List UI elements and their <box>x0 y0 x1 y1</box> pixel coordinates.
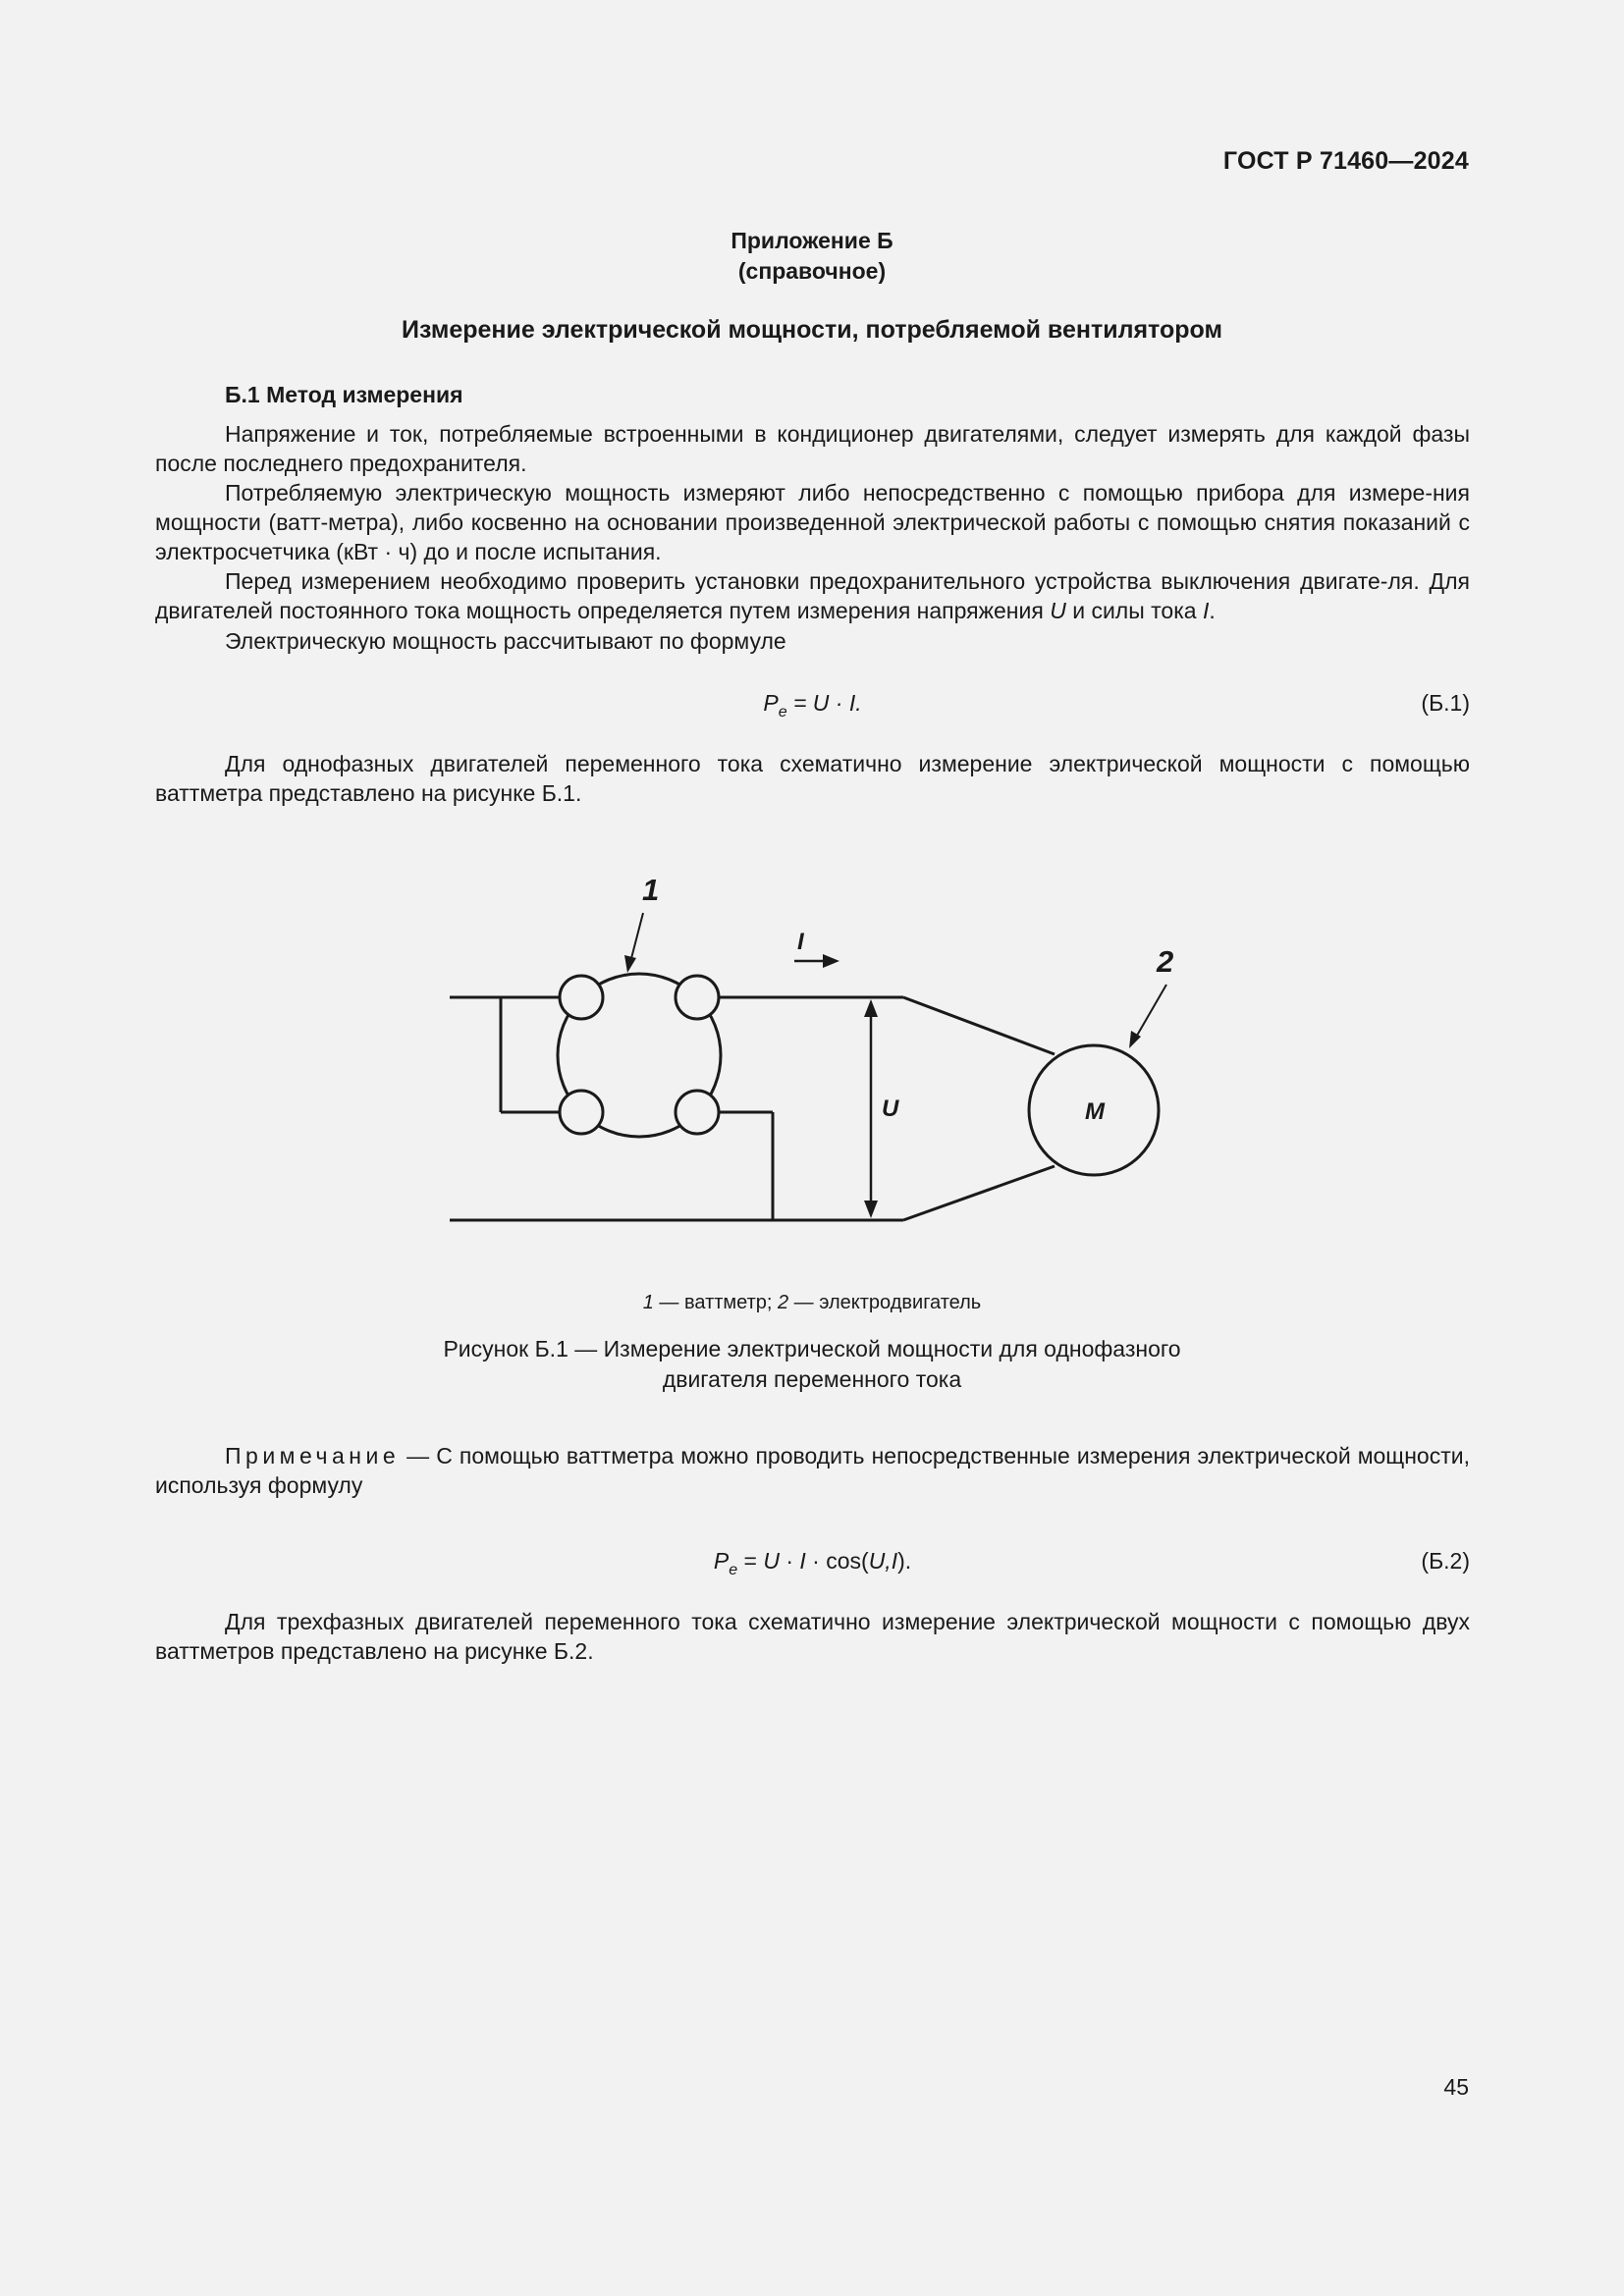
paragraph-1: Напряжение и ток, потребляемые встроенными в кондиционер двигателями, следует измерять для каждой фазы после последнего предохранителя. <box>155 421 1470 476</box>
formula-b2-dot: · <box>779 1548 800 1574</box>
formula-b2-number: (Б.2) <box>1421 1548 1470 1574</box>
formula-b2-sub: e <box>729 1562 738 1578</box>
formula-b1-sub: e <box>778 704 787 721</box>
paragraph-4: Электрическую мощность рассчитывают по формуле <box>225 628 786 654</box>
formula-b1-number: (Б.1) <box>1421 690 1470 716</box>
figure-caption-line-1: Рисунок Б.1 — Измерение электрической мощности для однофазного <box>443 1336 1181 1362</box>
page-number: 45 <box>1443 2074 1469 2100</box>
paragraph-3-text-b: и силы тока <box>1065 598 1203 623</box>
formula-b2-u: U <box>763 1548 780 1574</box>
section-heading: Б.1 Метод измерения <box>225 382 463 407</box>
appendix-main-title: Измерение электрической мощности, потребляемой вентилятором <box>402 316 1222 344</box>
paragraph-5: Для однофазных двигателей переменного тока схематично измерение электрической мощности с помощью ваттметра представлено на рисунке Б.1. <box>155 751 1470 806</box>
appendix-title: Приложение Б <box>731 228 893 253</box>
paragraph-6: Для трехфазных двигателей переменного тока схематично измерение электрической мощности с помощью двух ваттметров представлено на рисунке Б.2. <box>155 1609 1470 1664</box>
leader-line-2 <box>1134 985 1166 1041</box>
note-label: Примечание <box>225 1443 401 1468</box>
formula-b2-args: U,I <box>868 1548 898 1574</box>
leader-arrowhead-1 <box>624 955 636 973</box>
paragraph-2: Потребляемую электрическую мощность измеряют либо непосредственно с помощью прибора для измере-ния мощности (ватт-метра), либо косвенно на основании произведенной электрической работы с помощью снятия показаний с электросчетчика (кВт · ч) до и после испытания. <box>155 480 1470 564</box>
formula-b2-eq: = <box>737 1548 764 1574</box>
paragraph-3-text-c: . <box>1209 598 1216 623</box>
current-arrowhead <box>823 954 839 968</box>
formula-b2 <box>155 1546 1470 1578</box>
appendix-type: (справочное) <box>737 258 887 284</box>
bottom-wire-to-motor <box>903 1166 1055 1220</box>
formula-b2-expression <box>155 1546 1470 1585</box>
wattmeter-terminal-3 <box>560 1091 603 1134</box>
legend-number-1: 1 <box>642 1292 654 1313</box>
voltage-arrowhead-bottom <box>864 1201 878 1218</box>
wattmeter-terminal-1 <box>560 976 603 1019</box>
label-motor: M <box>1085 1098 1105 1125</box>
top-wire-to-motor <box>903 997 1055 1054</box>
figure-caption-line-2: двигателя переменного тока <box>662 1366 962 1392</box>
figure-legend <box>0 1292 1624 1314</box>
figure-caption <box>0 1334 1624 1395</box>
legend-number-2: 2 <box>778 1292 789 1313</box>
formula-b2-i: I <box>799 1548 806 1574</box>
formula-b2-p: P <box>713 1548 730 1574</box>
note <box>155 1441 1470 1500</box>
paragraph-3-text-a: Перед измерением необходимо проверить установки предохранительного устройства выключения двигате-ля. Для двигателей постоянного тока мощность определяется путем измерения напряжения <box>155 568 1470 623</box>
wattmeter-terminal-2 <box>676 976 719 1019</box>
formula-b1-rest: = U · I. <box>786 690 862 716</box>
wattmeter-terminal-4 <box>676 1091 719 1134</box>
voltage-arrowhead-top <box>864 999 878 1017</box>
label-motor-number: 2 <box>1157 944 1174 979</box>
label-wattmeter-number: 1 <box>642 873 660 907</box>
document-code: ГОСТ Р 71460—2024 <box>1222 147 1469 175</box>
note-text: — С помощью ваттметра можно проводить непосредственные измерения электрической мощности, используя формулу <box>155 1443 1470 1498</box>
legend-text-2: — электродвигатель <box>788 1292 982 1313</box>
formula-b2-close: ). <box>897 1548 912 1574</box>
label-current: I <box>797 929 804 955</box>
formula-b2-cos: · cos( <box>805 1548 869 1574</box>
formula-b1-p: P <box>763 690 779 716</box>
symbol-U: U <box>1050 598 1066 623</box>
legend-text-1: — ваттметр; <box>653 1292 778 1313</box>
symbol-I: I <box>1202 598 1210 623</box>
label-voltage: U <box>882 1095 899 1122</box>
